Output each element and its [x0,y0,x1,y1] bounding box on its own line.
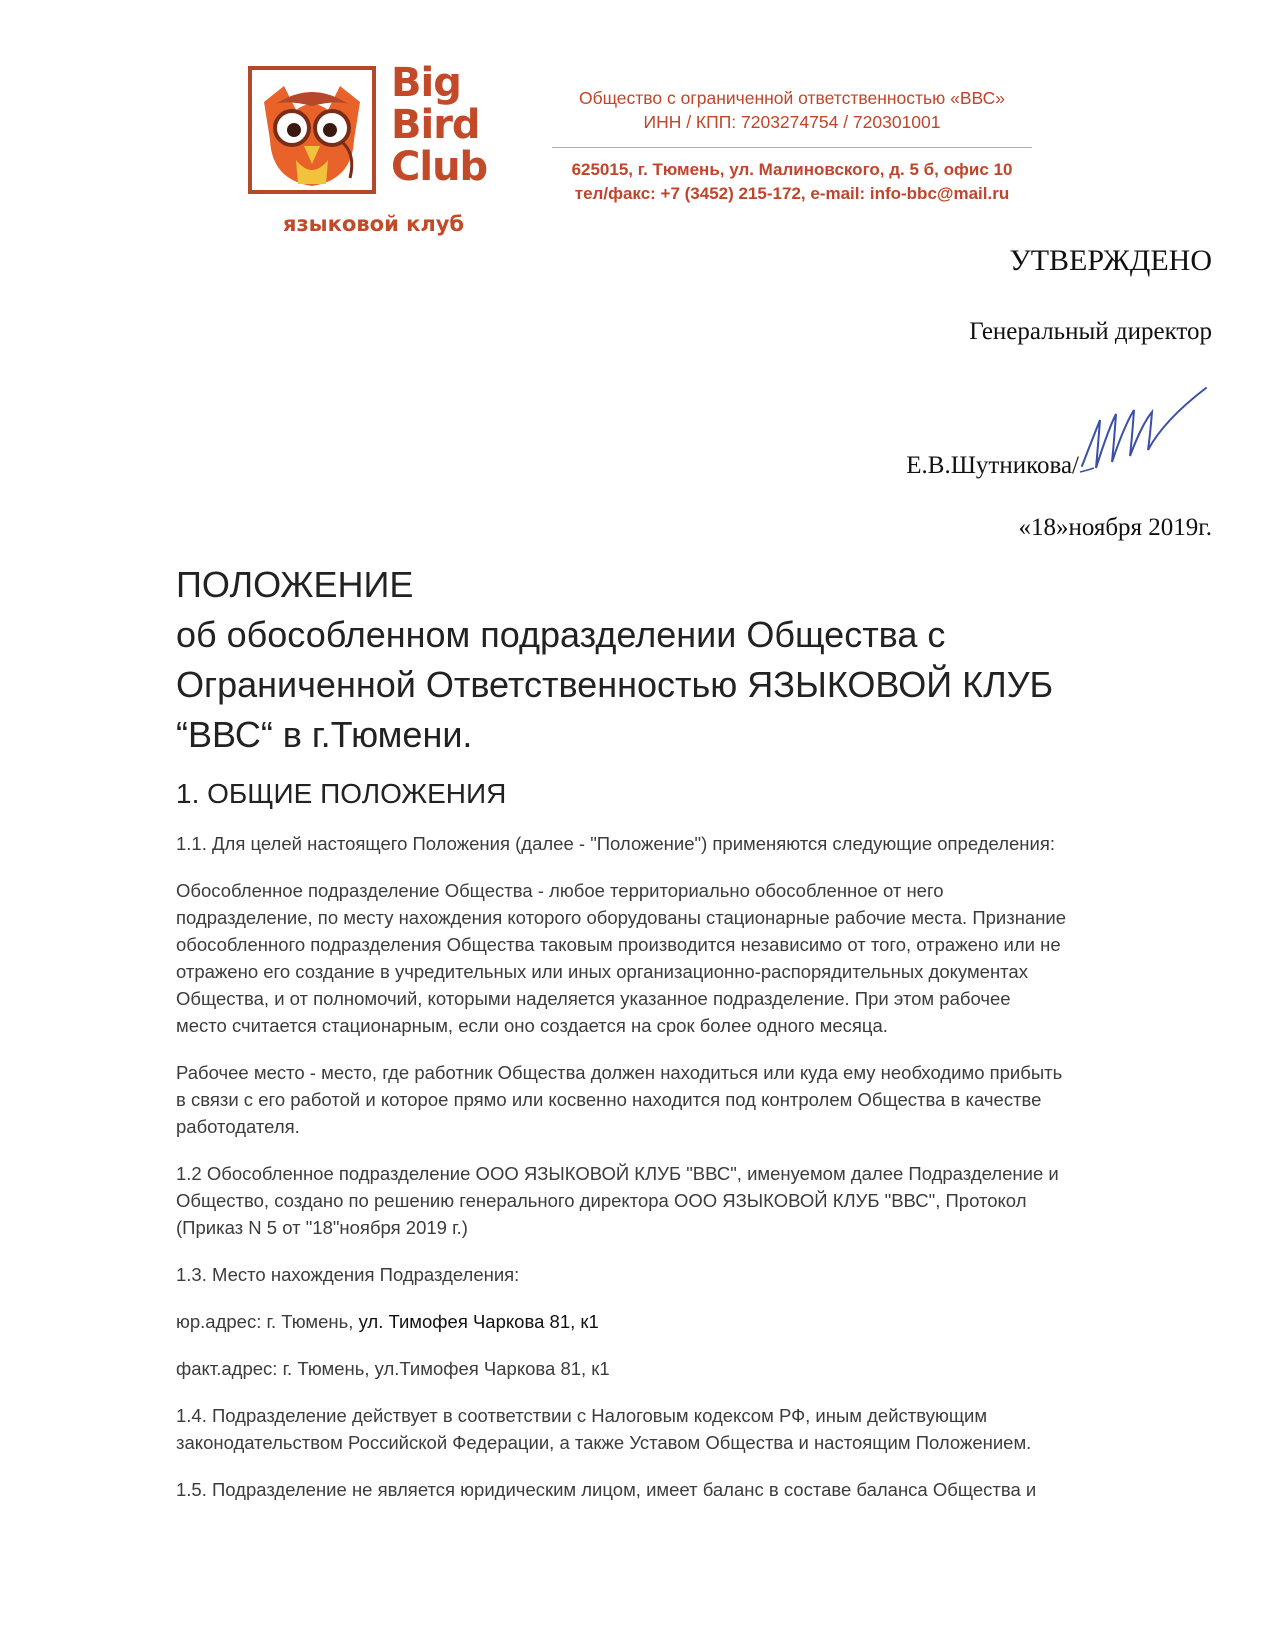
text-line: факт.адрес: г. Тюмень, ул.Тимофея Чаркова 81, к1 [176,1358,610,1379]
company-contacts: тел/факс: +7 (3452) 215-172, e-mail: info-bbc@mail.ru [574,184,1010,203]
company-logo [248,60,518,246]
text-line [176,1308,1176,1335]
company-inn-kpp: ИНН / КПП: 7203274754 / 720301001 [643,112,941,132]
handwritten-signature [1078,380,1210,480]
text-line: Рабочее место - место, где работник Общества должен находиться или куда ему необходимо прибыть [176,1062,1063,1083]
text-line: Общество, создано по решению генерального директора ООО ЯЗЫКОВОЙ КЛУБ "ВВС", Протокол [176,1190,1027,1211]
logo-wordmark [391,62,487,188]
text-line: отражено его создание в учредительных или иных организационно-распорядительных документах [176,961,1028,982]
text-line: работодателя. [176,1116,300,1137]
approved-heading: УТВЕРЖДЕНО [1009,244,1212,277]
logo-subtitle: языковой клуб [283,212,465,236]
text-line: в связи с его работой и которое прямо или косвенно находится под контролем Общества в качестве [176,1089,1042,1110]
document-body [176,830,1176,1523]
company-letterhead [552,86,1032,206]
text-line: законодательством Российской Федерации, а также Уставом Общества и настоящим Положением. [176,1432,1032,1453]
paragraph-1-5 [176,1476,1176,1503]
text-line: 1.5. Подразделение не является юридическим лицом, имеет баланс в составе баланса Общества и [176,1479,1037,1500]
paragraph-1-3 [176,1261,1176,1288]
logo-word: Club [391,144,488,190]
document-title [176,560,1176,760]
legal-address-label: юр.адрес: г. Тюмень, [176,1311,359,1332]
approver-position: Генеральный директор [969,318,1212,345]
text-line: место считается стационарным, если оно создается на срок более одного месяца. [176,1015,888,1036]
text-line: Общества, и от полномочий, которыми наделяется указанное подразделение. При этом рабочее [176,988,1011,1009]
company-name: Общество с ограниченной ответственностью «ВВС» [578,88,1006,108]
paragraph-actual-address [176,1355,1176,1382]
text-line: 1.1. Для целей настоящего Положения (далее - "Положение") применяются следующие определения: [176,833,1055,854]
text-line: обособленного подразделения Общества таковым производится независимо от того, отражено или не [176,934,1061,955]
title-line: об обособленном подразделении Общества с [176,614,946,655]
section-heading: 1. ОБЩИЕ ПОЛОЖЕНИЯ [176,778,507,809]
legal-address-value: ул. Тимофея Чаркова 81, к1 [358,1311,599,1332]
text-line: подразделение, по месту нахождения которого оборудованы стационарные рабочие места. Признание [176,907,1067,928]
paragraph-definition-subdivision [176,877,1176,1039]
paragraph-legal-address [176,1308,1176,1335]
company-address: 625015, г. Тюмень, ул. Малиновского, д. 5 б, офис 10 [571,160,1013,179]
paragraph-definition-workplace [176,1059,1176,1140]
logo-word: Bird [391,102,480,148]
title-line: “ВВС“ в г.Тюмени. [176,714,473,755]
approval-date: «18»ноября 2019г. [1018,514,1212,541]
signer-name: Е.В.Шутникова/ [906,452,1079,479]
title-line: Ограниченной Ответственностью ЯЗЫКОВОЙ КЛУБ [176,664,1054,705]
paragraph-1-4 [176,1402,1176,1456]
title-line: ПОЛОЖЕНИЕ [176,564,414,605]
owl-icon [256,80,368,190]
text-line: 1.3. Место нахождения Подразделения: [176,1264,520,1285]
text-line: 1.4. Подразделение действует в соответствии с Налоговым кодексом РФ, иным действующим [176,1405,988,1426]
logo-word: Big [391,60,461,106]
text-line: 1.2 Обособленное подразделение ООО ЯЗЫКОВОЙ КЛУБ "ВВС", именуемом далее Подразделение и [176,1163,1059,1184]
text-line: (Приказ N 5 от "18"ноября 2019 г.) [176,1217,468,1238]
letterhead-divider [552,147,1032,148]
paragraph-1-1 [176,830,1176,857]
paragraph-1-2 [176,1160,1176,1241]
text-line: Обособленное подразделение Общества - любое территориально обособленное от него [176,880,944,901]
